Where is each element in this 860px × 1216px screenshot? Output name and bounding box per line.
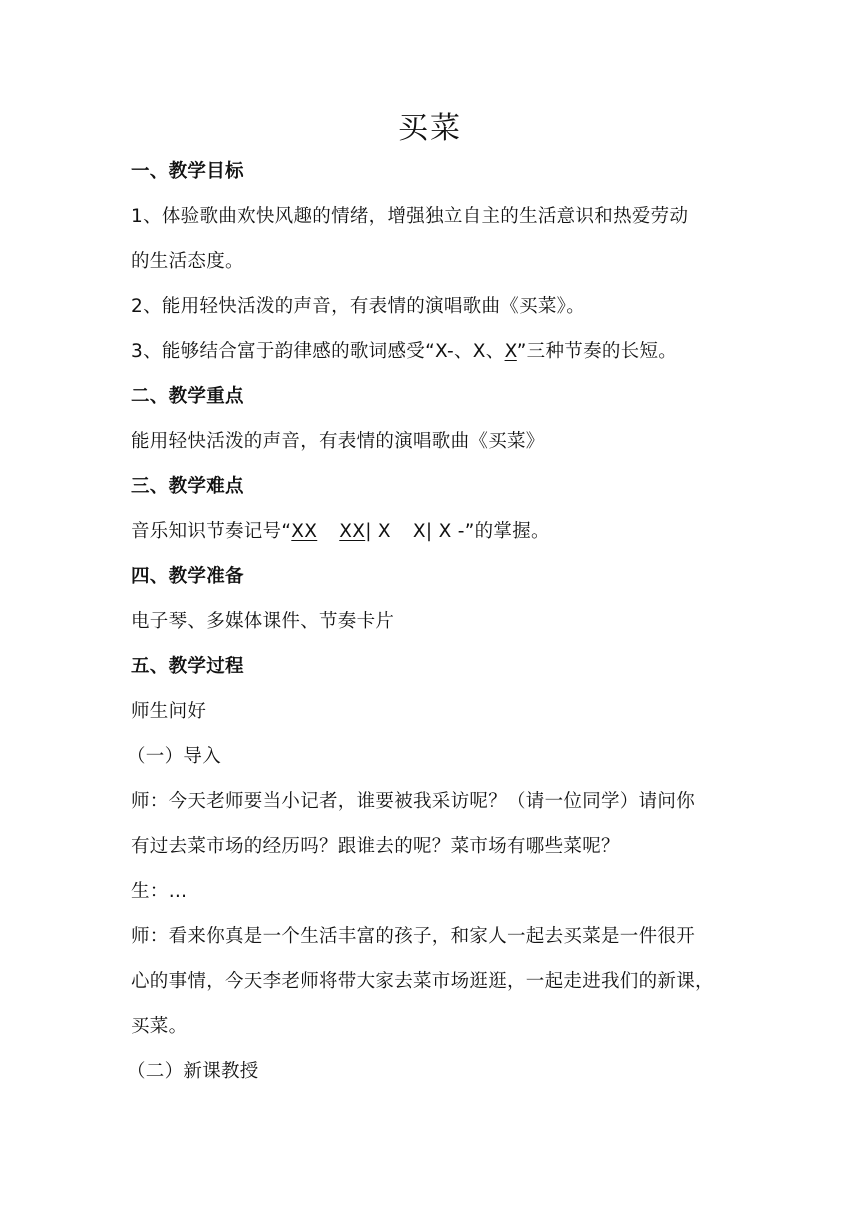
- section-heading-objectives: 一、教学目标: [131, 161, 244, 182]
- objective-3-prefix: 3、能够结合富于韵律感的歌词感受“X-、X、: [131, 341, 505, 362]
- rhythm-bar-1: | X: [365, 521, 391, 542]
- teacher-line-1b: 有过去菜市场的经历吗？跟谁去的呢？菜市场有哪些菜呢？: [131, 836, 620, 857]
- objective-3-underlined-note: X: [504, 341, 517, 362]
- teacher-line-2c: 买菜。: [131, 1016, 188, 1037]
- preparation-text: 电子琴、多媒体课件、节奏卡片: [131, 611, 395, 632]
- teacher-line-2a: 师：看来你真是一个生活丰富的孩子，和家人一起去买菜是一件很开: [131, 926, 696, 947]
- section-heading-key-points: 二、教学重点: [131, 386, 244, 407]
- difficulties-suffix: ”的掌握。: [464, 521, 550, 542]
- objective-1-line-2: 的生活态度。: [131, 251, 244, 272]
- teacher-line-1a: 师：今天老师要当小记者，谁要被我采访呢？（请一位同学）请问你: [131, 791, 696, 812]
- key-points-text: 能用轻快活泼的声音，有表情的演唱歌曲《买菜》: [131, 431, 545, 452]
- rhythm-bar-2: | X -: [425, 521, 465, 542]
- objective-2: 2、能用轻快活泼的声音，有表情的演唱歌曲《买菜》。: [131, 296, 586, 317]
- difficulties-text: [131, 520, 550, 544]
- rhythm-underlined-1: XX: [291, 521, 318, 542]
- difficulties-prefix: 音乐知识节奏记号“: [131, 521, 292, 542]
- objective-3: [131, 340, 677, 364]
- section-heading-process: 五、教学过程: [131, 656, 244, 677]
- objective-3-suffix: ”三种节奏的长短。: [516, 341, 678, 362]
- rhythm-underlined-2: XX: [339, 521, 366, 542]
- section-heading-difficulties: 三、教学难点: [131, 476, 244, 497]
- section-heading-preparation: 四、教学准备: [131, 566, 244, 587]
- subsection-new-lesson: （二）新课教授: [127, 1061, 259, 1082]
- document-title: 买菜: [398, 111, 462, 146]
- subsection-intro: （一）导入: [127, 746, 222, 767]
- rhythm-x: X: [412, 521, 426, 542]
- objective-1-line-1: 1、体验歌曲欢快风趣的情绪，增强独立自主的生活意识和热爱劳动: [131, 206, 689, 227]
- student-line-1: 生：…: [131, 881, 188, 902]
- process-greeting: 师生问好: [131, 701, 207, 722]
- teacher-line-2b: 心的事情，今天李老师将带大家去菜市场逛逛，一起走进我们的新课，: [131, 971, 714, 992]
